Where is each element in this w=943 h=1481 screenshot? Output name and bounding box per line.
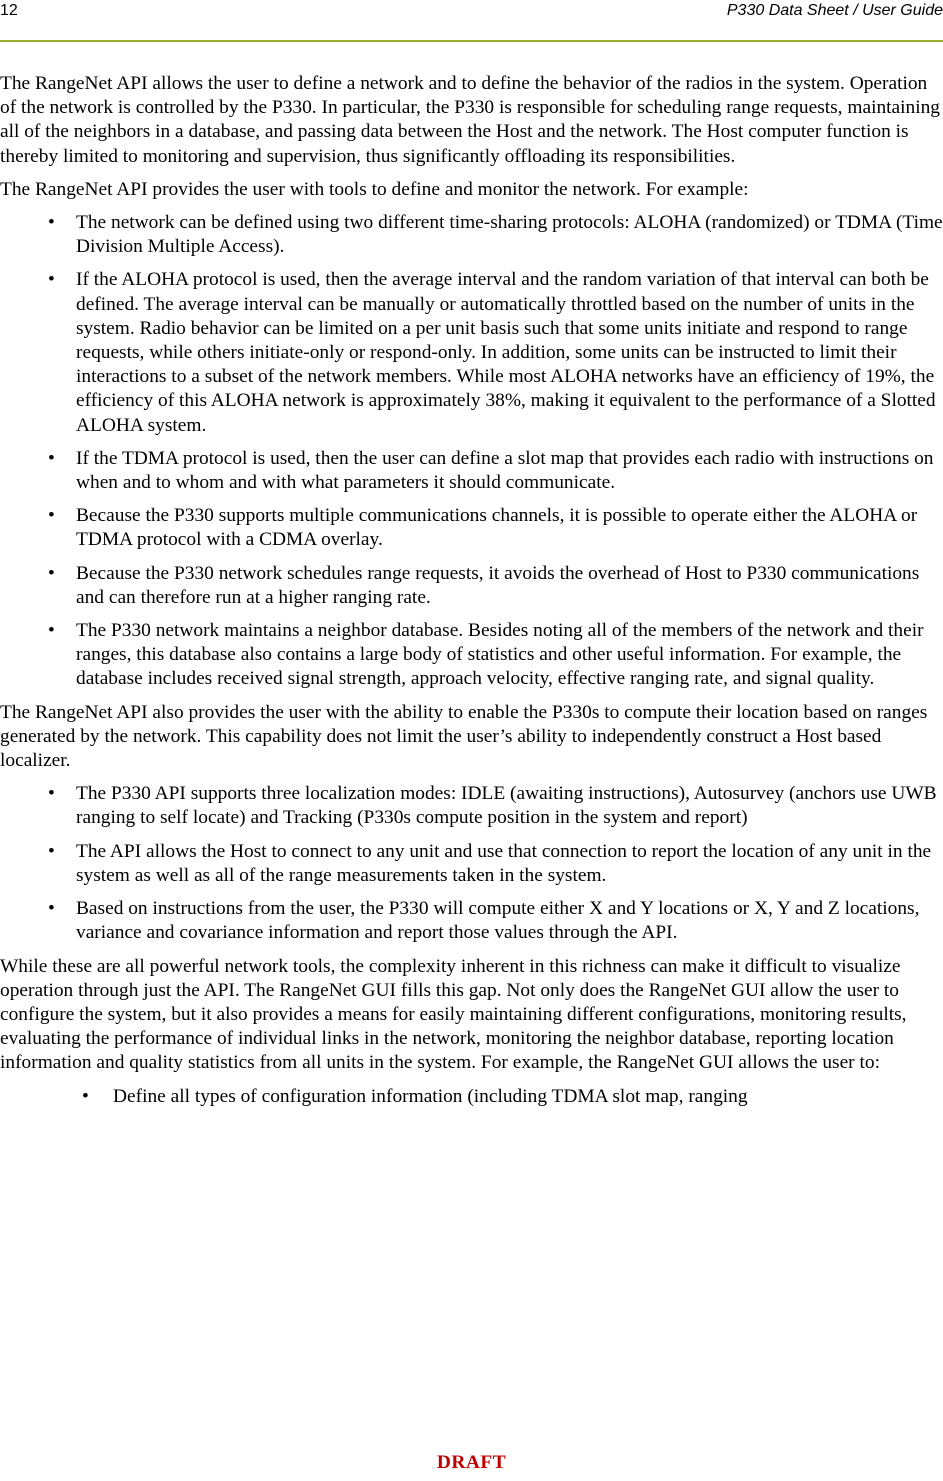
list-item-text: Because the P330 supports multiple communications channels, it is possible to operate either the ALOHA or TDMA protocol with a CDMA overlay. <box>76 505 918 551</box>
network-features-list <box>0 211 943 692</box>
bullet-icon: • <box>48 269 55 291</box>
bullet-icon: • <box>48 212 55 234</box>
bullet-icon: • <box>48 620 55 642</box>
paragraph-gui-intro: While these are all powerful network tools, the complexity inherent in this richness can make it difficult to visualize operation through just the API. The RangeNet GUI fills this gap. Not only does the RangeNet GUI allow the user to configure the system, but it also provides a means for easily maintaining different configurations, monitoring results, evaluating the performance of individual links in the network, monitoring the neighbor database, reporting location information and quality statistics from all units in the system. For example, the RangeNet GUI allows the user to: <box>0 955 907 1074</box>
list-item-text: Define all types of configuration information (including TDMA slot map, ranging <box>113 1085 748 1107</box>
draft-watermark: DRAFT <box>436 1452 507 1473</box>
bullet-icon: • <box>48 505 55 527</box>
list-item <box>0 504 943 552</box>
bullet-icon: • <box>48 447 55 469</box>
document-body <box>0 72 943 1118</box>
list-item <box>0 211 943 259</box>
list-item-text: The network can be defined using two different time-sharing protocols: ALOHA (randomized) or TDMA (Time Division Multiple Access). <box>76 212 943 258</box>
paragraph-api-overview: The RangeNet API allows the user to define a network and to define the behavior of the radios in the system. Operation of the network is controlled by the P330. In particular, the P330 is responsible for scheduling range requests, maintaining all of the neighbors in a database, and passing data between the Host and the network. The Host computer function is thereby limited to monitoring and supervision, thus significantly offloading its responsibilities. <box>0 73 941 167</box>
page-header <box>0 0 943 42</box>
paragraph-tools-intro: The RangeNet API provides the user with tools to define and monitor the network. For example: <box>0 178 749 200</box>
document-title: P330 Data Sheet / User Guide <box>726 2 943 19</box>
list-item <box>0 1085 943 1109</box>
list-item <box>0 268 943 437</box>
gui-features-list <box>0 1085 943 1109</box>
list-item <box>0 897 943 945</box>
list-item <box>0 782 943 830</box>
list-item-text: The P330 network maintains a neighbor database. Besides noting all of the members of the network and their ranges, this database also contains a large body of statistics and other useful information. For example, the database includes received signal strength, approach velocity, effective ranging rate, and signal quality. <box>76 620 924 690</box>
page-number: 12 <box>0 2 18 19</box>
bullet-icon: • <box>48 898 55 920</box>
paragraph-localization-intro: The RangeNet API also provides the user with the ability to enable the P330s to compute their location based on ranges generated by the network. This capability does not limit the user’s ability to independently construct a Host based localizer. <box>0 701 928 772</box>
list-item <box>0 619 943 692</box>
localization-features-list <box>0 782 943 945</box>
list-item-text: The API allows the Host to connect to any unit and use that connection to report the location of any unit in the system as well as all of the range measurements taken in the system. <box>76 840 932 886</box>
bullet-icon: • <box>48 840 55 862</box>
list-item <box>0 562 943 610</box>
bullet-icon: • <box>48 783 55 805</box>
list-item-text: If the TDMA protocol is used, then the user can define a slot map that provides each radio with instructions on when and to whom and with what parameters it should communicate. <box>76 447 934 494</box>
list-item-text: The P330 API supports three localization modes: IDLE (awaiting instructions), Autosurvey (anchors use UWB ranging to self locate) and Tracking (P330s compute position in the system and report) <box>76 783 937 829</box>
list-item-text: Based on instructions from the user, the P330 will compute either X and Y locations or X, Y and Z locations, variance and covariance information and report those values through the API. <box>76 898 920 944</box>
bullet-icon: • <box>82 1085 89 1107</box>
list-item-text: If the ALOHA protocol is used, then the average interval and the random variation of that interval can both be defined. The average interval can be manually or automatically throttled based on the number of units in the system. Radio behavior can be limited on a per unit basis such that some units initiate and respond to range requests, while others initiate-only or respond-only. In addition, some units can be instructed to limit their interactions to a subset of the network members. While most ALOHA networks have an efficiency of 19%, the efficiency of this ALOHA network is approximately 38%, making it equivalent to the performance of a Slotted ALOHA system. <box>76 269 936 436</box>
list-item <box>0 840 943 888</box>
bullet-icon: • <box>48 562 55 584</box>
list-item <box>0 447 943 495</box>
list-item-text: Because the P330 network schedules range requests, it avoids the overhead of Host to P330 communications and can therefore run at a higher ranging rate. <box>76 562 920 608</box>
